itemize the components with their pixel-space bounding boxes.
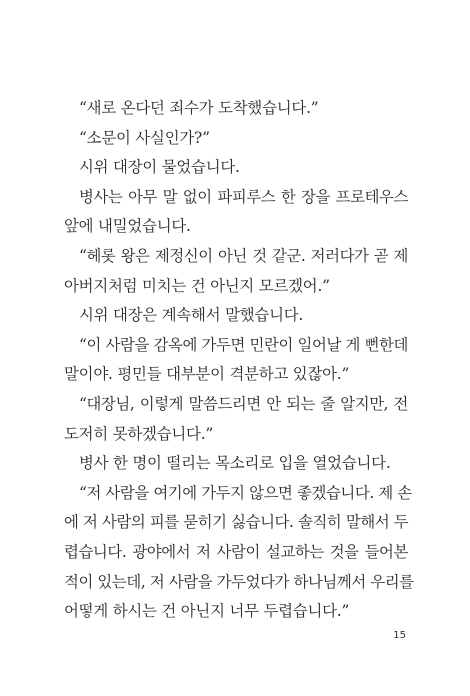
text-line: 병사는 아무 말 없이 파피루스 한 장을 프로테우스	[79, 187, 408, 206]
text-line: 에 저 사람의 피를 묻히기 싫습니다. 솔직히 말해서 두	[64, 513, 409, 532]
text-line: 도저히 못하겠습니다.”	[64, 424, 214, 443]
text-line: 말이야. 평민들 대부분이 격분하고 있잖아.”	[64, 365, 350, 384]
text-line: 어떻게 하시는 건 아닌지 너무 두렵습니다.”	[64, 602, 350, 621]
text-line: “새로 온다던 죄수가 도착했습니다.”	[79, 99, 319, 117]
text-line: “저 사람을 여기에 가두지 않으면 좋겠습니다. 제 손	[79, 483, 412, 502]
text-line: 병사 한 명이 떨리는 목소리로 입을 열었습니다.	[79, 454, 391, 473]
text-line: 시위 대장은 계속해서 말했습니다.	[79, 306, 304, 325]
text-line: 앞에 내밀었습니다.	[64, 217, 191, 236]
text-line: 적이 있는데, 저 사람을 가두었다가 하나님께서 우리를	[64, 572, 414, 591]
text-line: “헤롯 왕은 제정신이 아닌 것 같군. 저러다가 곧 제	[79, 246, 408, 265]
text-line: 아버지처럼 미치는 건 아닌지 모르겠어.”	[64, 276, 330, 295]
page-number: 15	[393, 630, 406, 641]
text-line: “소문이 사실인가?”	[79, 128, 210, 147]
text-line: 시위 대장이 물었습니다.	[79, 158, 240, 177]
body-text	[64, 94, 414, 627]
text-line: “이 사람을 감옥에 가두면 민란이 일어날 게 뻔한데	[79, 335, 408, 354]
text-line: 렵습니다. 광야에서 저 사람이 설교하는 것을 들어본	[64, 542, 408, 561]
text-line: “대장님, 이렇게 말씀드리면 안 되는 줄 알지만, 전	[79, 394, 408, 413]
